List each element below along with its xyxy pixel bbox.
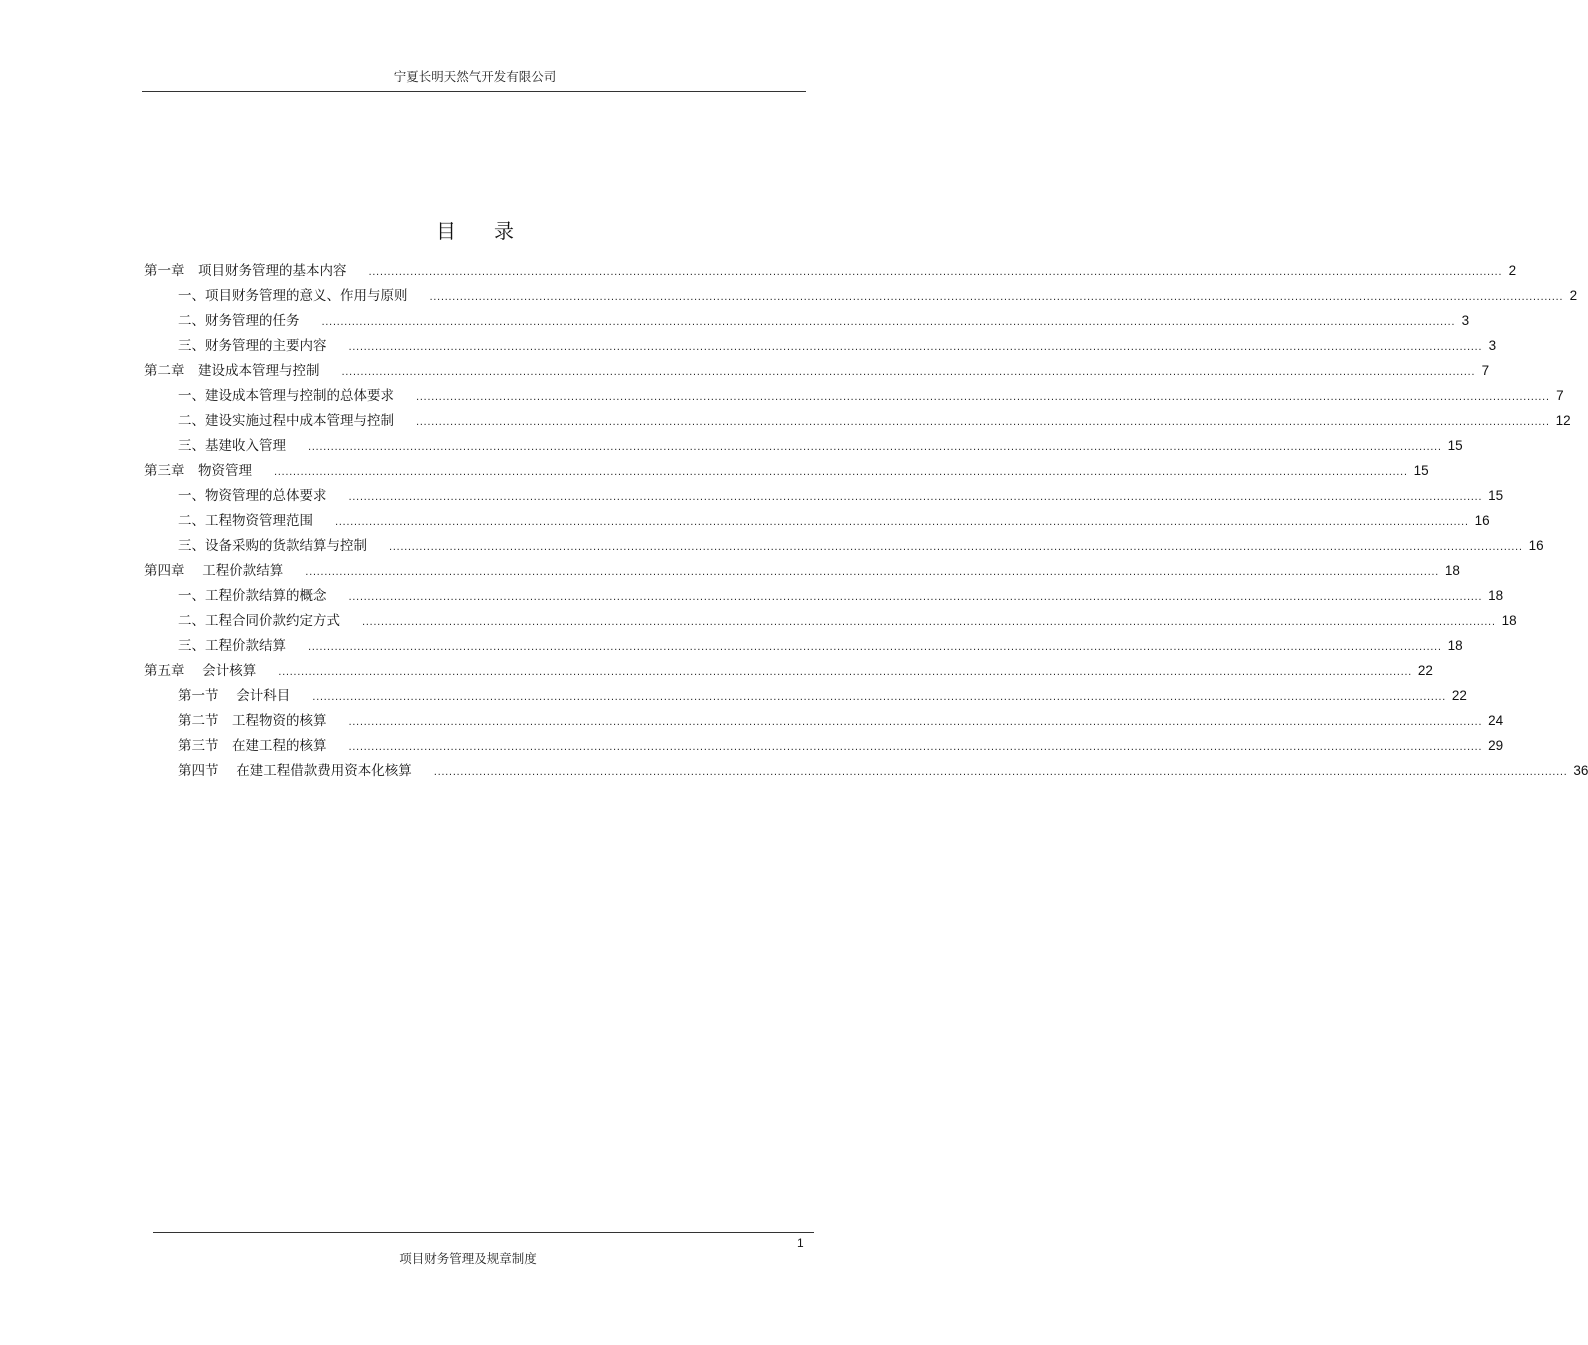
toc-entry-page: 7	[1481, 363, 1490, 378]
toc-entry-page: 16	[1528, 538, 1544, 553]
header-divider	[142, 91, 806, 92]
toc-section-entry	[144, 606, 1517, 631]
toc-dot-leader: ............................................................................................................................................................................................................................................................................................................	[308, 642, 1442, 653]
toc-chapter-entry	[144, 256, 1517, 281]
toc-dot-leader: ............................................................................................................................................................................................................................................................................................................	[308, 442, 1442, 453]
toc-title: 目录	[436, 219, 552, 243]
toc-section-entry	[144, 706, 1504, 731]
toc-entry-page: 24	[1488, 713, 1504, 728]
toc-dot-leader: ............................................................................................................................................................................................................................................................................................................	[335, 517, 1469, 528]
toc-dot-leader: ............................................................................................................................................................................................................................................................................................................	[274, 467, 1408, 478]
toc-entry-page: 3	[1488, 338, 1497, 353]
toc-entry-page: 12	[1555, 413, 1571, 428]
toc-dot-leader: ............................................................................................................................................................................................................................................................................................................	[368, 267, 1503, 278]
toc-dot-leader: ............................................................................................................................................................................................................................................................................................................	[348, 592, 1483, 603]
page-header-company: 宁夏长明天然气开发有限公司	[393, 69, 557, 84]
toc-entry-title: 第二节 工程物资的核算	[178, 713, 327, 729]
toc-chapter-entry	[144, 356, 1490, 381]
toc-entry-title: 三、财务管理的主要内容	[178, 338, 327, 354]
toc-dot-leader: ............................................................................................................................................................................................................................................................................................................	[416, 417, 1550, 428]
toc-entry-page: 18	[1447, 638, 1463, 653]
toc-dot-leader: ............................................................................................................................................................................................................................................................................................................	[362, 617, 1496, 628]
toc-entry-title: 第四章 工程价款结算	[144, 563, 284, 579]
toc-entry-title: 一、物资管理的总体要求	[178, 488, 327, 504]
toc-entry-page: 22	[1417, 663, 1433, 678]
toc-section-entry	[144, 531, 1544, 556]
toc-entry-title: 二、财务管理的任务	[178, 313, 300, 329]
toc-entry-title: 三、设备采购的货款结算与控制	[178, 538, 367, 554]
toc-entry-page: 18	[1488, 588, 1504, 603]
toc-dot-leader: ............................................................................................................................................................................................................................................................................................................	[348, 492, 1483, 503]
toc-section-entry	[144, 581, 1504, 606]
toc-entry-title: 第一节 会计科目	[178, 688, 291, 704]
toc-dot-leader: ............................................................................................................................................................................................................................................................................................................	[348, 717, 1483, 728]
toc-section-entry	[144, 731, 1504, 756]
toc-dot-leader: ............................................................................................................................................................................................................................................................................................................	[341, 367, 1476, 378]
toc-entry-page: 29	[1488, 738, 1504, 753]
toc-section-entry	[144, 506, 1490, 531]
toc-entry-page: 2	[1508, 263, 1517, 278]
toc-chapter-entry	[144, 656, 1433, 681]
toc-dot-leader: ............................................................................................................................................................................................................................................................................................................	[348, 742, 1483, 753]
toc-entry-page: 16	[1474, 513, 1490, 528]
table-of-contents	[144, 256, 1588, 781]
toc-chapter-entry	[144, 456, 1429, 481]
toc-entry-page: 18	[1501, 613, 1517, 628]
toc-dot-leader: ............................................................................................................................................................................................................................................................................................................	[348, 342, 1483, 353]
toc-entry-title: 二、建设实施过程中成本管理与控制	[178, 413, 394, 429]
toc-entry-page: 3	[1461, 313, 1470, 328]
toc-dot-leader: ............................................................................................................................................................................................................................................................................................................	[433, 767, 1568, 778]
toc-section-entry	[144, 406, 1571, 431]
toc-section-entry	[144, 281, 1578, 306]
toc-entry-page: 22	[1451, 688, 1467, 703]
toc-entry-title: 二、工程物资管理范围	[178, 513, 313, 529]
toc-entry-page: 18	[1444, 563, 1460, 578]
toc-dot-leader: ............................................................................................................................................................................................................................................................................................................	[305, 567, 1439, 578]
toc-dot-leader: ............................................................................................................................................................................................................................................................................................................	[416, 392, 1550, 403]
toc-entry-title: 第二章 建设成本管理与控制	[144, 363, 320, 379]
toc-entry-page: 15	[1413, 463, 1429, 478]
toc-entry-title: 第四节 在建工程借款费用资本化核算	[178, 763, 412, 779]
toc-dot-leader: ............................................................................................................................................................................................................................................................................................................	[389, 542, 1523, 553]
footer-document-title: 项目财务管理及规章制度	[399, 1251, 537, 1266]
toc-entry-title: 一、建设成本管理与控制的总体要求	[178, 388, 394, 404]
footer-divider	[153, 1232, 814, 1233]
toc-dot-leader: ............................................................................................................................................................................................................................................................................................................	[312, 692, 1446, 703]
toc-entry-title: 三、基建收入管理	[178, 438, 286, 454]
toc-section-entry	[144, 681, 1467, 706]
toc-entry-title: 第五章 会计核算	[144, 663, 257, 679]
toc-entry-page: 15	[1488, 488, 1504, 503]
toc-section-entry	[144, 306, 1470, 331]
toc-entry-title: 第三节 在建工程的核算	[178, 738, 327, 754]
toc-dot-leader: ............................................................................................................................................................................................................................................................................................................	[278, 667, 1412, 678]
toc-entry-title: 三、工程价款结算	[178, 638, 286, 654]
page-number: 1	[797, 1236, 804, 1250]
toc-section-entry	[144, 331, 1497, 356]
toc-section-entry	[144, 381, 1564, 406]
toc-entry-title: 二、工程合同价款约定方式	[178, 613, 340, 629]
toc-section-entry	[144, 431, 1463, 456]
toc-entry-page: 7	[1556, 388, 1564, 403]
toc-entry-page: 2	[1569, 288, 1578, 303]
toc-entry-title: 一、工程价款结算的概念	[178, 588, 327, 604]
toc-entry-title: 第一章 项目财务管理的基本内容	[144, 263, 347, 279]
toc-entry-title: 一、项目财务管理的意义、作用与原则	[178, 288, 408, 304]
toc-entry-title: 第三章 物资管理	[144, 463, 252, 479]
toc-section-entry	[144, 481, 1504, 506]
toc-entry-page: 36	[1573, 763, 1588, 778]
toc-entry-page: 15	[1447, 438, 1463, 453]
toc-dot-leader: ............................................................................................................................................................................................................................................................................................................	[321, 317, 1456, 328]
toc-dot-leader: ............................................................................................................................................................................................................................................................................................................	[429, 292, 1564, 303]
toc-chapter-entry	[144, 556, 1460, 581]
toc-section-entry	[144, 631, 1463, 656]
toc-section-entry	[144, 756, 1588, 781]
